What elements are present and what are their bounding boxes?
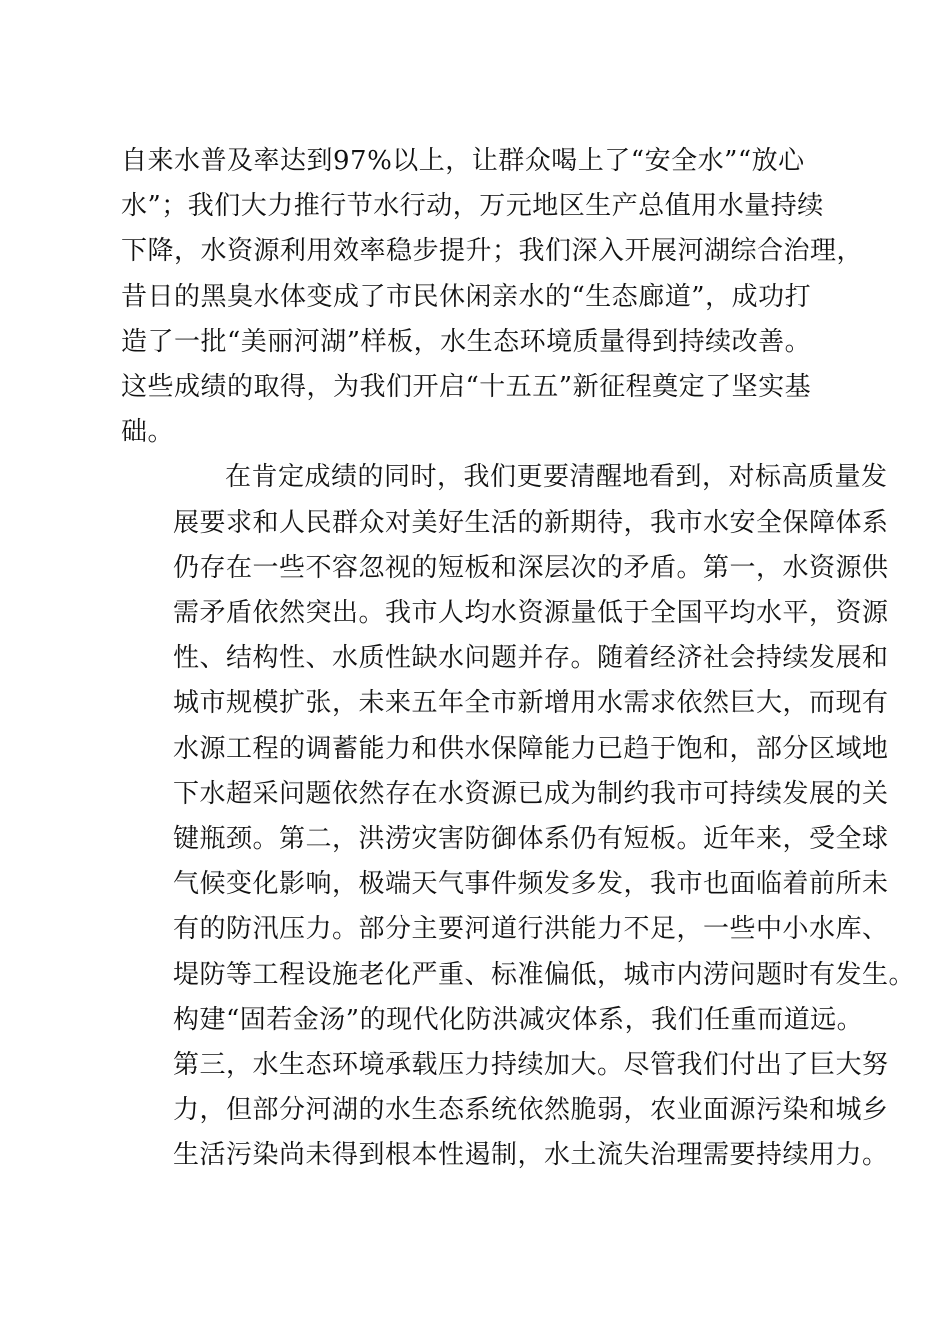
text-line: 需矛盾依然突出。我市人均水资源量低于全国平均水平，资源 [173, 598, 889, 629]
text-line: 昔日的黑臭水体变成了市民休闲亲水的“生态廊道”，成功打 [121, 281, 812, 312]
text-line: 下水超采问题依然存在水资源已成为制约我市可持续发展的关 [173, 778, 889, 809]
text-line: 性、结构性、水质性缺水问题并存。随着经济社会持续发展和 [173, 643, 889, 674]
text-line: 城市规模扩张，未来五年全市新增用水需求依然巨大，而现有 [173, 688, 889, 719]
paragraph-1 [121, 139, 864, 455]
document-body [121, 139, 916, 1179]
paragraph-2 [121, 455, 916, 1178]
text-line: 这些成绩的取得，为我们开启“十五五”新征程奠定了坚实基 [121, 372, 812, 403]
text-line: 础。 [121, 417, 175, 448]
text-line: 造了一批“美丽河湖”样板，水生态环境质量得到持续改善。 [121, 326, 812, 357]
text-line: 仍存在一些不容忽视的短板和深层次的矛盾。第一，水资源供 [173, 552, 889, 583]
text-line: 生活污染尚未得到根本性遏制，水土流失治理需要持续用力。 [173, 1140, 889, 1171]
text-line: 堤防等工程设施老化严重、标准偏低，城市内涝问题时有发生。 [173, 959, 916, 990]
text-line: 键瓶颈。第二，洪涝灾害防御体系仍有短板。近年来，受全球 [173, 824, 889, 855]
text-line: 下降，水资源利用效率稳步提升；我们深入开展河湖综合治理， [121, 236, 864, 267]
text-line: 第三，水生态环境承载压力持续加大。尽管我们付出了巨大努 [173, 1050, 889, 1081]
text-line: 构建“固若金汤”的现代化防洪减灾体系，我们任重而道远。 [173, 1004, 864, 1035]
text-line: 有的防汛压力。部分主要河道行洪能力不足，一些中小水库、 [173, 914, 889, 945]
text-line: 在肯定成绩的同时，我们更要清醒地看到，对标高质量发 [225, 462, 888, 493]
text-line: 气候变化影响，极端天气事件频发多发，我市也面临着前所未 [173, 869, 889, 900]
text-line: 自来水普及率达到97%以上，让群众喝上了“安全水”“放心 [121, 146, 805, 176]
text-line: 水源工程的调蓄能力和供水保障能力已趋于饱和，部分区域地 [173, 733, 889, 764]
text-line: 力，但部分河湖的水生态系统依然脆弱，农业面源污染和城乡 [173, 1095, 889, 1126]
text-line: 展要求和人民群众对美好生活的新期待，我市水安全保障体系 [173, 507, 889, 538]
text-line: 水”；我们大力推行节水行动，万元地区生产总值用水量持续 [121, 191, 824, 222]
